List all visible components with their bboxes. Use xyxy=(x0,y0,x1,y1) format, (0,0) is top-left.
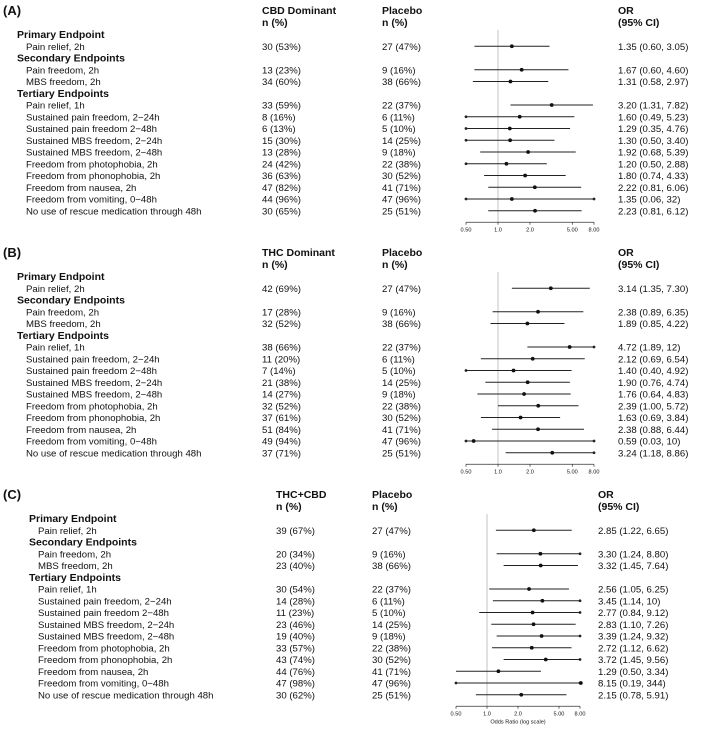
placebo-n-header: n (%) xyxy=(382,17,408,29)
treatment-value: 6 (13%) xyxy=(262,124,296,135)
or-value: 3.39 (1.24, 9.32) xyxy=(598,631,669,643)
x-tick-label: 2.0 xyxy=(526,469,534,476)
treatment-value: 34 (60%) xyxy=(262,77,301,88)
placebo-header: Placebo xyxy=(382,5,423,17)
section-tertiary: Tertiary Endpoints xyxy=(17,329,109,342)
ci-arrow-low xyxy=(465,369,468,372)
x-tick-label: 2.0 xyxy=(526,227,534,234)
ci-arrow-low xyxy=(465,127,468,130)
treatment-value: 37 (71%) xyxy=(262,448,301,460)
or-value: 1.67 (0.60, 4.60) xyxy=(618,65,689,77)
or-point xyxy=(522,392,526,396)
treatment-value: 47 (98%) xyxy=(276,678,315,690)
placebo-value: 14 (25%) xyxy=(382,135,421,147)
or-point xyxy=(533,185,537,189)
or-point xyxy=(550,451,554,455)
or-value: 1.80 (0.74, 4.33) xyxy=(618,171,689,182)
or-point xyxy=(520,68,524,72)
placebo-n-header: n (%) xyxy=(382,259,408,271)
or-header: OR xyxy=(618,247,634,259)
or-point xyxy=(518,115,522,119)
row-label: Sustained MBS freedom, 2−48h xyxy=(38,631,175,643)
x-tick-label: 5.00 xyxy=(566,227,578,234)
treatment-value: 15 (30%) xyxy=(262,135,301,147)
ci-arrow-high xyxy=(593,346,596,349)
placebo-value: 9 (16%) xyxy=(382,65,416,77)
treatment-value: 23 (46%) xyxy=(276,619,315,631)
treatment-value: 7 (14%) xyxy=(262,366,296,377)
row-label: Freedom from phonophobia, 2h xyxy=(26,413,161,424)
or-point xyxy=(568,345,572,349)
placebo-value: 9 (18%) xyxy=(382,389,416,401)
or-point xyxy=(526,380,530,384)
or-value: 3.24 (1.18, 8.86) xyxy=(618,448,689,460)
placebo-value: 27 (47%) xyxy=(372,525,411,537)
or-point xyxy=(538,552,542,556)
or-value: 2.83 (1.10, 7.26) xyxy=(598,619,669,631)
or-ci-header: (95% CI) xyxy=(618,259,660,271)
or-point xyxy=(532,528,536,532)
ci-arrow-low xyxy=(465,139,468,142)
x-tick-label: 1.0 xyxy=(483,711,491,718)
or-value: 1.29 (0.50, 3.34) xyxy=(598,666,669,678)
treatment-value: 38 (66%) xyxy=(262,342,301,354)
or-header: OR xyxy=(598,489,614,501)
treatment-value: 49 (94%) xyxy=(262,436,301,448)
placebo-value: 25 (51%) xyxy=(382,206,421,218)
treatment-value: 14 (27%) xyxy=(262,389,301,401)
or-point xyxy=(508,127,512,131)
x-tick-label: 2.0 xyxy=(514,711,522,718)
treatment-value: 43 (74%) xyxy=(276,655,315,666)
or-point xyxy=(531,611,535,615)
or-value: 3.14 (1.35, 7.30) xyxy=(618,283,689,295)
treatment-value: 11 (20%) xyxy=(262,354,301,366)
placebo-value: 38 (66%) xyxy=(382,77,421,88)
treatment-value: 13 (28%) xyxy=(262,147,301,159)
or-point xyxy=(519,693,523,697)
or-value: 1.89 (0.85, 4.22) xyxy=(618,319,689,330)
or-point xyxy=(510,197,514,201)
or-value: 1.60 (0.49, 5.23) xyxy=(618,112,689,124)
treatment-value: 21 (38%) xyxy=(262,377,301,389)
placebo-value: 5 (10%) xyxy=(382,366,416,377)
row-label: Freedom from vomiting, 0−48h xyxy=(38,678,169,690)
row-label: Sustained pain freedom, 2−24h xyxy=(26,354,160,366)
or-point xyxy=(523,174,527,178)
row-label: Sustained MBS freedom, 2−24h xyxy=(26,377,163,389)
x-axis-label: Odds Ratio (log scale) xyxy=(490,719,546,726)
row-label: Freedom from photophobia, 2h xyxy=(26,159,158,171)
placebo-header: Placebo xyxy=(382,247,423,259)
row-label: Pain relief, 1h xyxy=(26,100,85,112)
placebo-value: 30 (52%) xyxy=(382,171,421,182)
or-value: 2.39 (1.00, 5.72) xyxy=(618,401,689,413)
placebo-value: 41 (71%) xyxy=(372,666,411,678)
row-label: MBS freedom, 2h xyxy=(38,561,113,572)
or-point xyxy=(540,599,544,603)
treatment-value: 30 (54%) xyxy=(276,584,315,596)
ci-arrow-high xyxy=(579,635,582,638)
row-label: Sustained pain freedom, 2−24h xyxy=(38,596,172,608)
placebo-value: 9 (18%) xyxy=(372,631,406,643)
row-label: Sustained MBS freedom, 2−48h xyxy=(26,389,163,401)
x-tick-label: 1.0 xyxy=(494,227,502,234)
row-label: Freedom from phonophobia, 2h xyxy=(26,171,161,182)
placebo-value: 47 (96%) xyxy=(372,678,411,690)
treatment-value: 32 (52%) xyxy=(262,319,301,330)
row-label: Freedom from nausea, 2h xyxy=(26,182,137,194)
or-value: 4.72 (1.89, 12) xyxy=(618,342,681,354)
placebo-value: 41 (71%) xyxy=(382,424,421,436)
treatment-value: 23 (40%) xyxy=(276,561,315,572)
placebo-header: Placebo xyxy=(372,489,413,501)
placebo-value: 5 (10%) xyxy=(372,608,406,619)
placebo-value: 5 (10%) xyxy=(382,124,416,135)
or-point xyxy=(549,286,553,290)
or-value: 1.90 (0.76, 4.74) xyxy=(618,377,689,389)
treatment-header: THC Dominant xyxy=(262,247,335,259)
x-tick-label: 0.50 xyxy=(460,469,472,476)
or-value: 2.22 (0.81, 6.06) xyxy=(618,182,689,194)
treatment-value: 17 (28%) xyxy=(262,307,301,319)
section-secondary: Secondary Endpoints xyxy=(17,294,125,307)
x-tick-label: 8.00 xyxy=(574,711,586,718)
or-point xyxy=(526,150,530,154)
or-point xyxy=(519,416,523,420)
row-label: Sustained MBS freedom, 2−24h xyxy=(38,619,175,631)
row-label: No use of rescue medication through 48h xyxy=(38,690,214,702)
or-point xyxy=(530,646,534,650)
treatment-header: CBD Dominant xyxy=(262,5,337,17)
placebo-value: 25 (51%) xyxy=(372,690,411,702)
forest-panel-c xyxy=(3,487,668,729)
treatment-value: 14 (28%) xyxy=(276,596,315,608)
treatment-value: 30 (53%) xyxy=(262,41,301,53)
section-tertiary: Tertiary Endpoints xyxy=(17,87,109,100)
row-label: Freedom from phonophobia, 2h xyxy=(38,655,173,666)
panel-label: (B) xyxy=(3,245,22,260)
placebo-value: 30 (52%) xyxy=(382,413,421,424)
or-value: 3.45 (1.14, 10) xyxy=(598,596,661,608)
ci-arrow-high xyxy=(593,440,596,443)
placebo-value: 30 (52%) xyxy=(372,655,411,666)
placebo-value: 14 (25%) xyxy=(372,619,411,631)
ci-arrow-low xyxy=(465,198,468,201)
treatment-value: 44 (76%) xyxy=(276,666,315,678)
treatment-value: 13 (23%) xyxy=(262,65,301,77)
or-value: 2.85 (1.22, 6.65) xyxy=(598,525,669,537)
placebo-value: 41 (71%) xyxy=(382,182,421,194)
or-value: 2.15 (0.78, 5.91) xyxy=(598,690,669,702)
row-label: Freedom from vomiting, 0−48h xyxy=(26,194,157,206)
ci-arrow-low xyxy=(465,162,468,165)
or-point xyxy=(536,310,540,314)
placebo-value: 22 (38%) xyxy=(382,159,421,171)
placebo-value: 47 (96%) xyxy=(382,194,421,206)
row-label: Freedom from photophobia, 2h xyxy=(38,643,170,655)
row-label: Pain freedom, 2h xyxy=(26,307,100,319)
row-label: Sustained MBS freedom, 2−48h xyxy=(26,147,163,159)
placebo-value: 6 (11%) xyxy=(382,354,415,366)
section-secondary: Secondary Endpoints xyxy=(17,52,125,65)
ci-arrow-high xyxy=(593,451,596,454)
placebo-value: 6 (11%) xyxy=(382,112,415,124)
treatment-value: 42 (69%) xyxy=(262,283,301,295)
or-point xyxy=(540,634,544,638)
treatment-value: 32 (52%) xyxy=(262,401,301,413)
placebo-value: 22 (37%) xyxy=(372,584,411,596)
treatment-n-header: n (%) xyxy=(262,17,288,29)
or-value: 1.63 (0.69, 3.84) xyxy=(618,413,689,424)
or-point xyxy=(508,138,512,142)
or-value: 3.32 (1.45, 7.64) xyxy=(598,561,669,572)
treatment-value: 20 (34%) xyxy=(276,549,315,561)
placebo-value: 47 (96%) xyxy=(382,436,421,448)
or-value: 2.38 (0.88, 6.44) xyxy=(618,424,689,436)
row-label: Pain relief, 1h xyxy=(26,342,85,354)
or-point xyxy=(579,681,583,685)
or-value: 1.20 (0.50, 2.88) xyxy=(618,159,689,171)
placebo-value: 27 (47%) xyxy=(382,283,421,295)
row-label: No use of rescue medication through 48h xyxy=(26,448,202,460)
or-point xyxy=(532,622,536,626)
panel-label: (A) xyxy=(3,3,22,18)
row-label: Freedom from nausea, 2h xyxy=(26,424,137,436)
x-tick-label: 1.0 xyxy=(494,469,502,476)
or-value: 1.76 (0.64, 4.83) xyxy=(618,389,689,401)
or-point xyxy=(496,669,500,673)
treatment-value: 37 (61%) xyxy=(262,413,301,424)
x-tick-label: 8.00 xyxy=(588,469,600,476)
treatment-header: THC+CBD xyxy=(276,489,327,501)
treatment-value: 11 (23%) xyxy=(276,608,315,619)
or-point xyxy=(525,322,529,326)
or-value: 1.35 (0.06, 32) xyxy=(618,194,681,206)
row-label: Pain relief, 1h xyxy=(38,584,97,596)
or-ci-header: (95% CI) xyxy=(618,17,660,29)
treatment-value: 36 (63%) xyxy=(262,171,301,182)
placebo-n-header: n (%) xyxy=(372,501,398,513)
treatment-value: 33 (57%) xyxy=(276,643,315,655)
or-value: 2.38 (0.89, 6.35) xyxy=(618,307,689,319)
or-value: 2.56 (1.05, 6.25) xyxy=(598,584,669,596)
or-point xyxy=(527,587,531,591)
row-label: Pain relief, 2h xyxy=(26,283,85,295)
placebo-value: 14 (25%) xyxy=(382,377,421,389)
treatment-value: 8 (16%) xyxy=(262,112,296,124)
treatment-value: 39 (67%) xyxy=(276,525,315,537)
x-tick-label: 0.50 xyxy=(450,711,462,718)
or-value: 8.15 (0.19, 344) xyxy=(598,678,666,690)
or-header: OR xyxy=(618,5,634,17)
section-secondary: Secondary Endpoints xyxy=(29,536,137,549)
row-label: Pain relief, 2h xyxy=(26,41,85,53)
treatment-value: 30 (65%) xyxy=(262,206,301,218)
row-label: Pain freedom, 2h xyxy=(38,549,112,561)
row-label: Pain freedom, 2h xyxy=(26,65,100,77)
or-ci-header: (95% CI) xyxy=(598,501,640,513)
ci-arrow-low xyxy=(465,115,468,118)
row-label: Sustained pain freedom, 2−24h xyxy=(26,112,160,124)
placebo-value: 25 (51%) xyxy=(382,448,421,460)
or-value: 1.29 (0.35, 4.76) xyxy=(618,124,689,135)
x-tick-label: 0.50 xyxy=(460,227,472,234)
treatment-value: 33 (59%) xyxy=(262,100,301,112)
or-value: 2.72 (1.12, 6.62) xyxy=(598,643,669,655)
placebo-value: 22 (37%) xyxy=(382,100,421,112)
ci-arrow-high xyxy=(579,658,582,661)
section-tertiary: Tertiary Endpoints xyxy=(29,571,121,584)
or-point xyxy=(505,162,509,166)
forest-panel-a xyxy=(3,3,688,233)
placebo-value: 22 (37%) xyxy=(382,342,421,354)
or-point xyxy=(512,369,516,373)
x-tick-label: 5.00 xyxy=(553,711,565,718)
placebo-value: 6 (11%) xyxy=(372,596,405,608)
row-label: Sustained pain freedom 2−48h xyxy=(38,608,169,619)
or-value: 3.20 (1.31, 7.82) xyxy=(618,100,689,112)
ci-arrow-high xyxy=(579,599,582,602)
or-value: 1.30 (0.50, 3.40) xyxy=(618,135,689,147)
row-label: Freedom from photophobia, 2h xyxy=(26,401,158,413)
placebo-value: 27 (47%) xyxy=(382,41,421,53)
row-label: Sustained pain freedom 2−48h xyxy=(26,124,157,135)
treatment-value: 24 (42%) xyxy=(262,159,301,171)
treatment-value: 19 (40%) xyxy=(276,631,315,643)
x-tick-label: 5.00 xyxy=(566,469,578,476)
or-point xyxy=(550,103,554,107)
placebo-value: 22 (38%) xyxy=(382,401,421,413)
or-value: 1.40 (0.40, 4.92) xyxy=(618,366,689,377)
or-value: 2.12 (0.69, 6.54) xyxy=(618,354,689,366)
or-point xyxy=(531,357,535,361)
treatment-value: 30 (62%) xyxy=(276,690,315,702)
x-tick-label: 8.00 xyxy=(588,227,600,234)
row-label: Sustained MBS freedom, 2−24h xyxy=(26,135,163,147)
treatment-value: 51 (84%) xyxy=(262,424,301,436)
or-point xyxy=(472,439,476,443)
panel-label: (C) xyxy=(3,487,22,502)
ci-arrow-low xyxy=(465,440,468,443)
ci-arrow-high xyxy=(593,198,596,201)
row-label: MBS freedom, 2h xyxy=(26,319,101,330)
treatment-value: 44 (96%) xyxy=(262,194,301,206)
placebo-value: 9 (16%) xyxy=(382,307,416,319)
forest-panel-b xyxy=(3,245,688,475)
section-primary: Primary Endpoint xyxy=(17,271,105,283)
row-label: Freedom from nausea, 2h xyxy=(38,666,149,678)
placebo-value: 9 (18%) xyxy=(382,147,416,159)
row-label: No use of rescue medication through 48h xyxy=(26,206,202,218)
section-primary: Primary Endpoint xyxy=(29,513,117,525)
or-point xyxy=(536,404,540,408)
or-point xyxy=(509,80,513,84)
treatment-n-header: n (%) xyxy=(262,259,288,271)
or-point xyxy=(510,44,514,48)
or-value: 2.77 (0.84, 9.12) xyxy=(598,608,669,619)
or-value: 2.23 (0.81, 6.12) xyxy=(618,206,689,218)
treatment-n-header: n (%) xyxy=(276,501,302,513)
section-primary: Primary Endpoint xyxy=(17,29,105,41)
or-value: 3.30 (1.24, 8.80) xyxy=(598,549,669,561)
placebo-value: 38 (66%) xyxy=(372,561,411,572)
or-value: 1.31 (0.58, 2.97) xyxy=(618,77,689,88)
or-point xyxy=(536,427,540,431)
ci-arrow-high xyxy=(579,611,582,614)
or-point xyxy=(539,564,543,568)
row-label: Freedom from vomiting, 0−48h xyxy=(26,436,157,448)
treatment-value: 47 (82%) xyxy=(262,182,301,194)
placebo-value: 9 (16%) xyxy=(372,549,406,561)
ci-arrow-low xyxy=(455,682,458,685)
row-label: Pain relief, 2h xyxy=(38,525,97,537)
or-point xyxy=(544,658,548,662)
or-value: 1.35 (0.60, 3.05) xyxy=(618,41,689,53)
or-value: 1.92 (0.68, 5.39) xyxy=(618,147,689,159)
row-label: MBS freedom, 2h xyxy=(26,77,101,88)
placebo-value: 38 (66%) xyxy=(382,319,421,330)
or-point xyxy=(533,209,537,213)
or-value: 0.59 (0.03, 10) xyxy=(618,436,681,448)
row-label: Sustained pain freedom 2−48h xyxy=(26,366,157,377)
or-value: 3.72 (1.45, 9.56) xyxy=(598,655,669,666)
placebo-value: 22 (38%) xyxy=(372,643,411,655)
ci-arrow-high xyxy=(579,552,582,555)
